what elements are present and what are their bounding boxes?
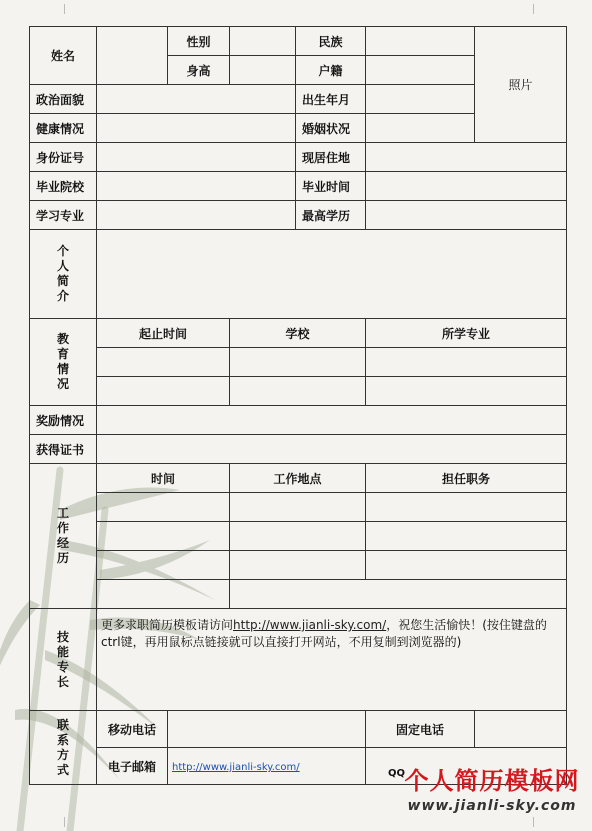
label-awards: 奖励情况: [30, 406, 97, 435]
work-position-cell[interactable]: [366, 493, 567, 522]
label-birth: 出生年月: [296, 85, 366, 114]
crop-mark: [533, 817, 534, 827]
edu-school-cell[interactable]: [230, 377, 366, 406]
label-work: 工 作 经 历: [30, 464, 97, 609]
health-field[interactable]: [97, 114, 296, 143]
resume-table: [29, 26, 567, 785]
qq-badge: QQ: [388, 768, 406, 779]
work-location-cell[interactable]: [230, 522, 366, 551]
label-grad-time: 毕业时间: [296, 172, 366, 201]
intro-field[interactable]: [97, 230, 567, 319]
political-field[interactable]: [97, 85, 296, 114]
watermark-url: www.jianli-sky.com: [407, 798, 577, 814]
label-name: 姓名: [30, 27, 97, 85]
edu-header-school: 学校: [230, 319, 366, 348]
photo-box[interactable]: 照片: [475, 27, 567, 143]
label-ethnicity: 民族: [296, 27, 366, 56]
work-header-position: 担任职务: [366, 464, 567, 493]
work-location-cell[interactable]: [230, 493, 366, 522]
label-gender: 性别: [168, 27, 230, 56]
landline-field[interactable]: [475, 711, 567, 748]
awards-field[interactable]: [97, 406, 567, 435]
hukou-field[interactable]: [366, 56, 475, 85]
marital-field[interactable]: [366, 114, 475, 143]
gender-field[interactable]: [230, 27, 296, 56]
label-email: 电子邮箱: [97, 748, 168, 785]
label-hukou: 户籍: [296, 56, 366, 85]
height-field[interactable]: [230, 56, 296, 85]
label-residence: 现居住地: [296, 143, 366, 172]
watermark: [388, 766, 592, 816]
major-field[interactable]: [97, 201, 296, 230]
label-id-number: 身份证号: [30, 143, 97, 172]
label-major: 学习专业: [30, 201, 97, 230]
label-contact: 联 系 方 式: [30, 711, 97, 785]
label-mobile: 移动电话: [97, 711, 168, 748]
label-school: 毕业院校: [30, 172, 97, 201]
work-time-cell[interactable]: [97, 493, 230, 522]
certificates-field[interactable]: [97, 435, 567, 464]
grad-time-field[interactable]: [366, 172, 567, 201]
school-field[interactable]: [97, 172, 296, 201]
ethnicity-field[interactable]: [366, 27, 475, 56]
work-position-cell[interactable]: [366, 551, 567, 580]
email-field[interactable]: [168, 748, 366, 785]
edu-school-cell[interactable]: [230, 348, 366, 377]
mobile-field[interactable]: [168, 711, 366, 748]
work-header-location: 工作地点: [230, 464, 366, 493]
label-landline: 固定电话: [366, 711, 475, 748]
site-link[interactable]: http://www.jianli-sky.com/: [233, 618, 387, 632]
skills-suffix: ，祝您生活愉快！(按住键盘的ctrl键，再用鼠标点链接就可以直接打开网站，不用复制到浏览器的): [101, 618, 547, 649]
label-degree: 最高学历: [296, 201, 366, 230]
work-detail-cell[interactable]: [230, 580, 567, 609]
label-political: 政治面貌: [30, 85, 97, 114]
edu-header-major: 所学专业: [366, 319, 567, 348]
birth-field[interactable]: [366, 85, 475, 114]
label-height: 身高: [168, 56, 230, 85]
skills-prefix: 更多求职简历模板请访问: [101, 618, 234, 632]
label-marital: 婚姻状况: [296, 114, 366, 143]
work-location-cell[interactable]: [230, 551, 366, 580]
id-number-field[interactable]: [97, 143, 296, 172]
edu-major-cell[interactable]: [366, 348, 567, 377]
work-header-time: 时间: [97, 464, 230, 493]
edu-major-cell[interactable]: [366, 377, 567, 406]
name-field[interactable]: [97, 27, 168, 85]
work-time-cell[interactable]: [97, 551, 230, 580]
residence-field[interactable]: [366, 143, 567, 172]
label-health: 健康情况: [30, 114, 97, 143]
label-intro: 个 人 简 介: [30, 230, 97, 319]
label-certificates: 获得证书: [30, 435, 97, 464]
skills-field[interactable]: [97, 609, 567, 711]
degree-field[interactable]: [366, 201, 567, 230]
label-skills: 技 能 专 长: [30, 609, 97, 711]
crop-mark: [533, 4, 534, 14]
work-time-cell[interactable]: [97, 580, 230, 609]
work-time-cell[interactable]: [97, 522, 230, 551]
crop-mark: [64, 4, 65, 14]
work-position-cell[interactable]: [366, 522, 567, 551]
edu-period-cell[interactable]: [97, 377, 230, 406]
edu-period-cell[interactable]: [97, 348, 230, 377]
label-education: 教 育 情 况: [30, 319, 97, 406]
edu-header-period: 起止时间: [97, 319, 230, 348]
email-link[interactable]: http://www.jianli-sky.com/: [172, 762, 300, 773]
watermark-title: 个人简历模板网: [404, 767, 580, 795]
